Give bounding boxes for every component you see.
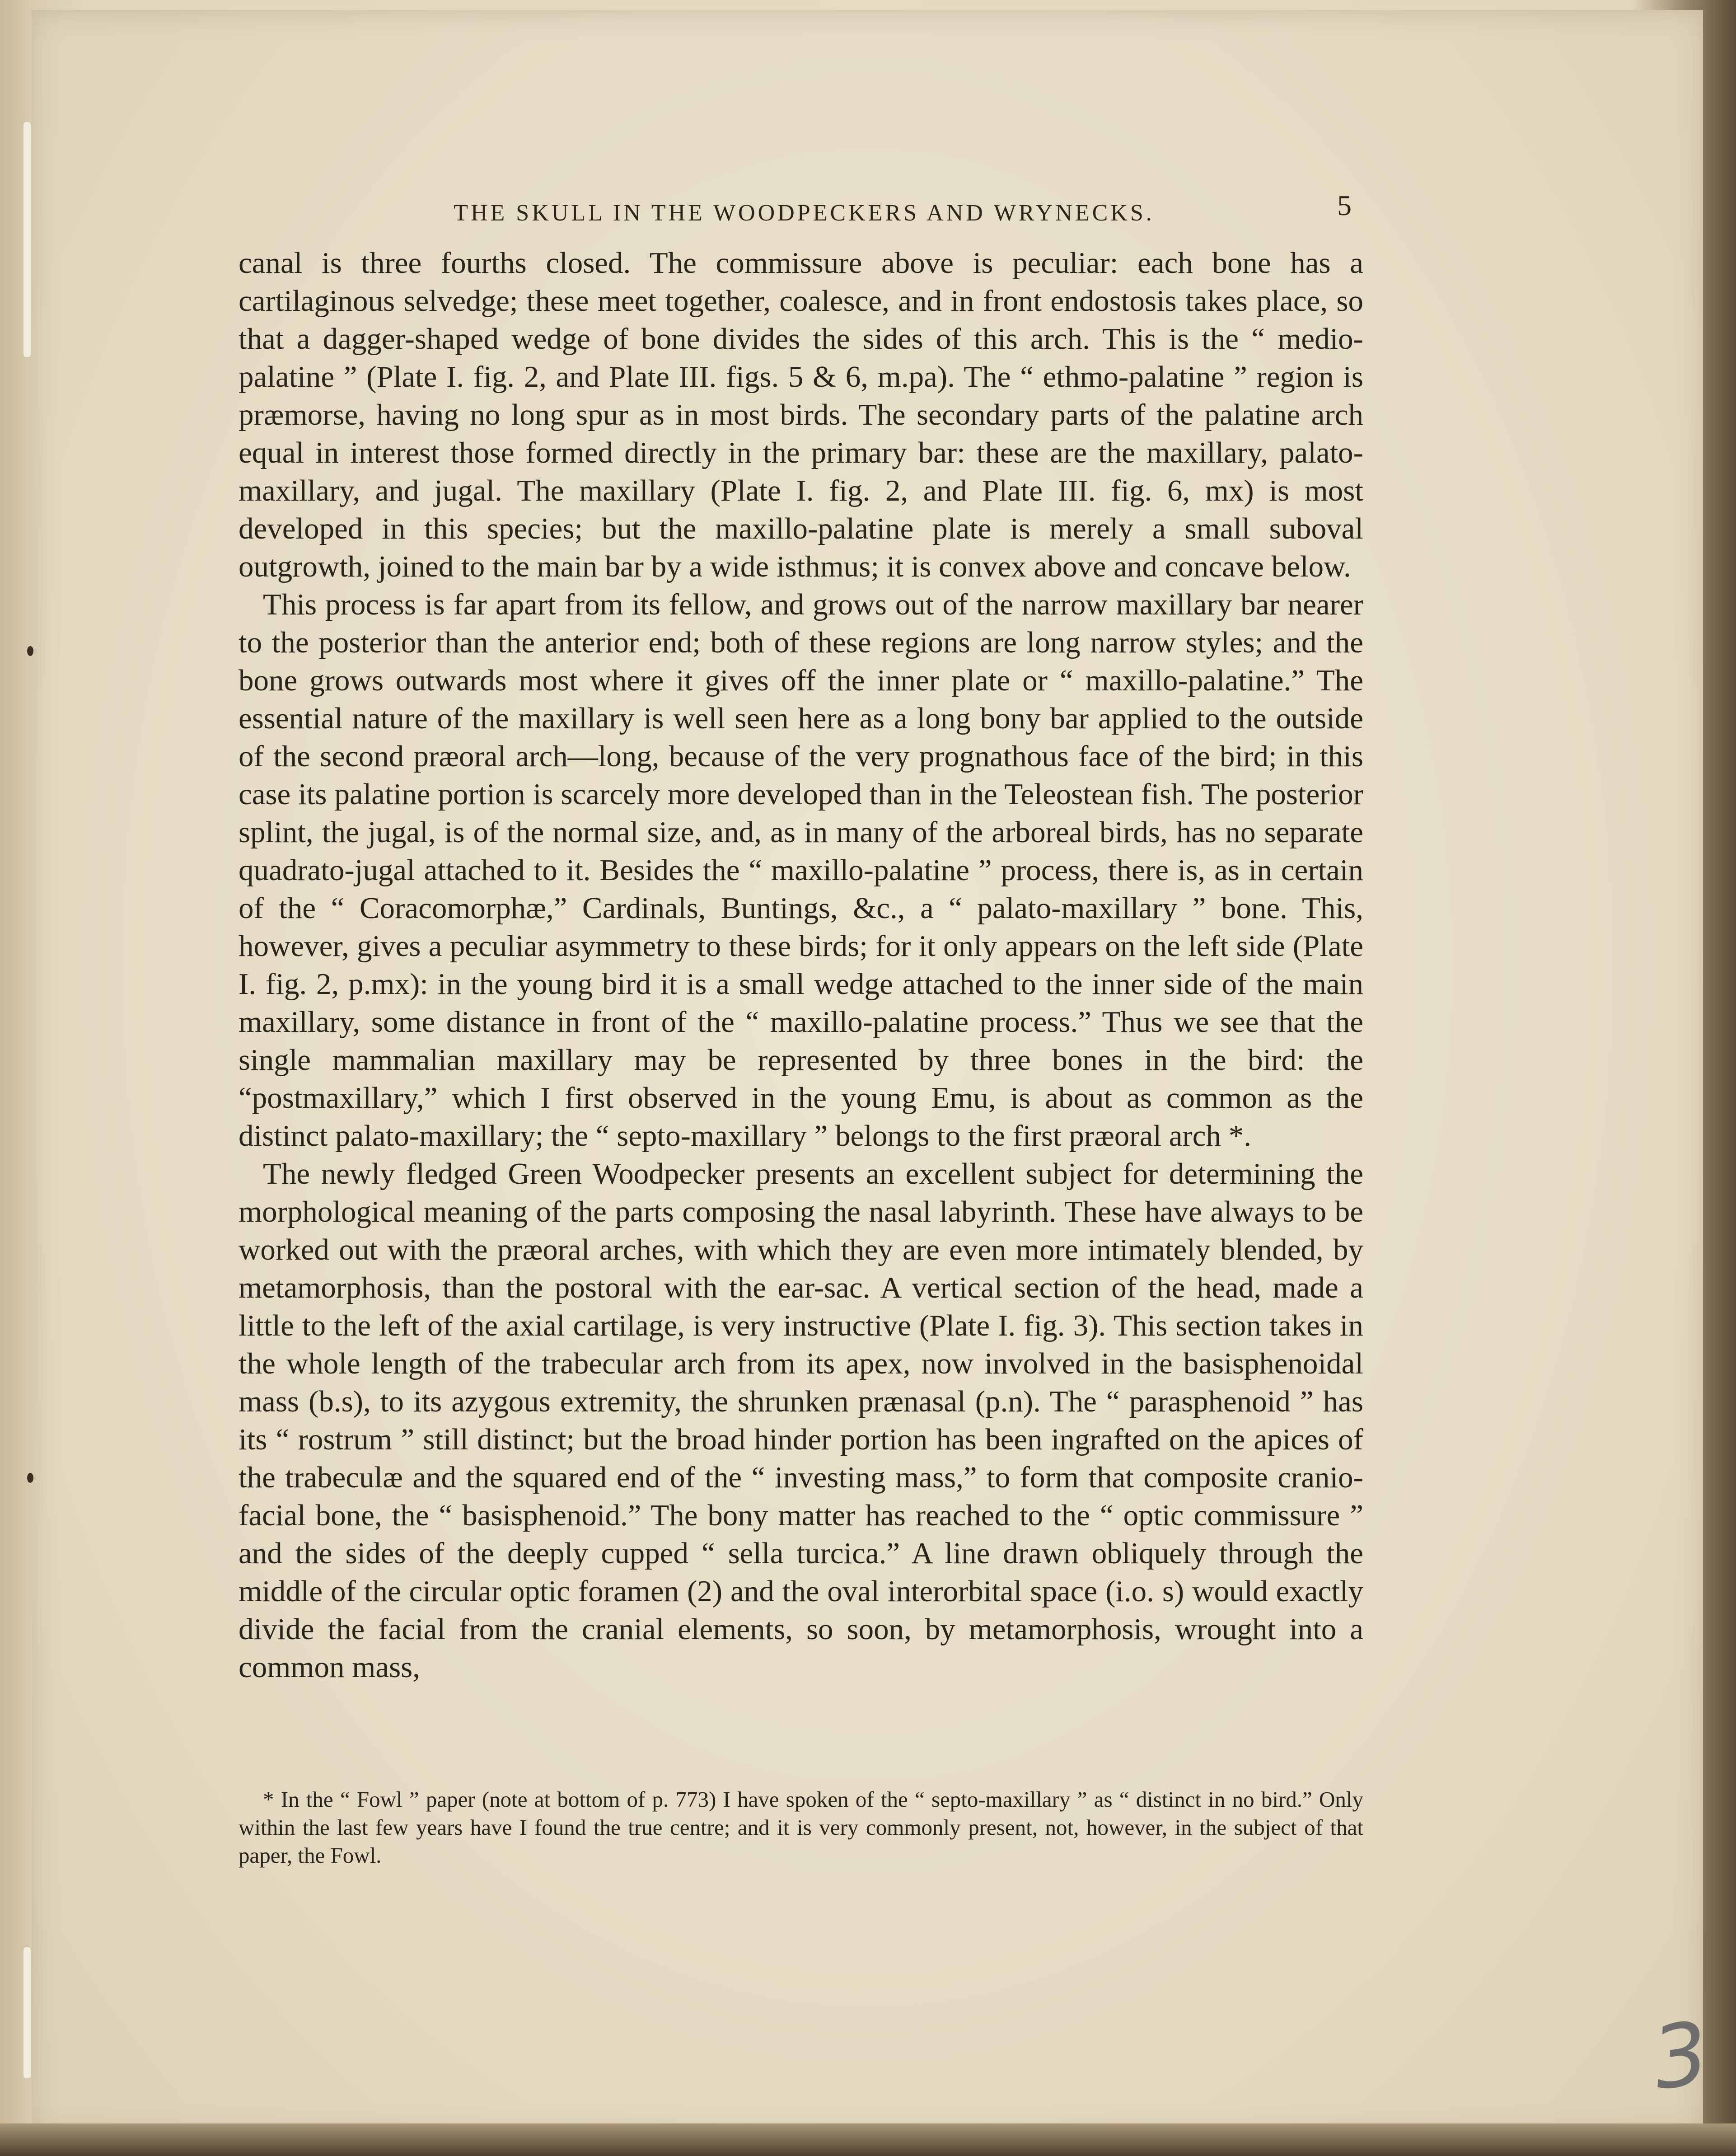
running-head: THE SKULL IN THE WOODPECKERS AND WRYNECKS.: [454, 200, 1155, 226]
binding-thread-lower: [23, 1947, 31, 2078]
page-bottom-shadow: [0, 2123, 1736, 2156]
body-text: [239, 244, 1363, 1686]
handwritten-folio-number: 3: [1647, 2002, 1715, 2109]
paragraph-1: canal is three fourths closed. The commissure above is peculiar: each bone has a cartilaginous selvedge; these meet together, coalesce, and in front endostosis takes place, so that a dagger-shaped wedge of bone divides the sides of this arch. This is the “ medio-palatine ” (Plate I. fig. 2, and Plate III. figs. 5 & 6, m.pa). The “ ethmo-palatine ” region is præmorse, having no long spur as in most birds. The secondary parts of the palatine arch equal in interest those formed directly in the primary bar: these are the maxillary, palato-maxillary, and jugal. The maxillary (Plate I. fig. 2, and Plate III. fig. 6, mx) is most developed in this species; but the maxillo-palatine plate is merely a small suboval outgrowth, joined to the main bar by a wide isthmus; it is convex above and concave below.: [239, 246, 1363, 583]
binding-thread: [23, 122, 31, 357]
paragraph-2: This process is far apart from its fellow, and grows out of the narrow maxillary bar nearer to the posterior than the anterior end; both of these regions are long narrow styles; and the bone grows outwards most where it gives off the inner plate or “ maxillo-palatine.” The essential nature of the maxillary is well seen here as a long bony bar applied to the outside of the second præoral arch—long, because of the very prognathous face of the bird; in this case its palatine portion is scarcely more developed than in the Teleostean fish. The posterior splint, the jugal, is of the normal size, and, as in many of the arboreal birds, has no separate quadrato-jugal attached to it. Besides the “ maxillo-palatine ” process, there is, as in certain of the “ Coracomorphæ,” Cardinals, Buntings, &c., a “ palato-maxillary ” bone. This, however, gives a peculiar asymmetry to these birds; for it only appears on the left side (Plate I. fig. 2, p.mx): in the young bird it is a small wedge attached to the inner side of the main maxillary, some distance in front of the “ maxillo-palatine process.” Thus we see that the single mammalian maxillary may be represented by three bones in the bird: the “postmaxillary,” which I first observed in the young Emu, is about as common as the distinct palato-maxillary; the “ septo-maxillary ” belongs to the first præoral arch *.: [239, 588, 1363, 1153]
paragraph-3: The newly fledged Green Woodpecker presents an excellent subject for determining the morphological meaning of the parts composing the nasal labyrinth. These have always to be worked out with the præoral arches, with which they are even more intimately blended, by metamorphosis, than the postoral with the ear-sac. A vertical section of the head, made a little to the left of the axial cartilage, is very instructive (Plate I. fig. 3). This section takes in the whole length of the trabecular arch from its apex, now involved in the basisphenoidal mass (b.s), to its azygous extremity, the shrunken prænasal (p.n). The “ parasphenoid ” has its “ rostrum ” still distinct; but the broad hinder portion has been ingrafted on the apices of the trabeculæ and the squared end of the “ investing mass,” to form that composite cranio-facial bone, the “ basisphenoid.” The bony matter has reached to the “ optic commissure ” and the sides of the deeply cupped “ sella turcica.” A line drawn obliquely through the middle of the circular optic foramen (2) and the oval interorbital space (i.o. s) would exactly divide the facial from the cranial elements, so soon, by metamorphosis, wrought into a common mass,: [239, 1157, 1363, 1684]
binding-hole: [27, 1473, 33, 1483]
footnote: * In the “ Fowl ” paper (note at bottom of p. 773) I have spoken of the “ septo-maxillary ” as “ distinct in no bird.” Only within the last few years have I found the true centre; and it is very commonly present, not, however, in the subject of that paper, the Fowl.: [239, 1787, 1363, 1868]
page-number: 5: [1337, 189, 1352, 221]
binding-hole: [27, 646, 33, 656]
